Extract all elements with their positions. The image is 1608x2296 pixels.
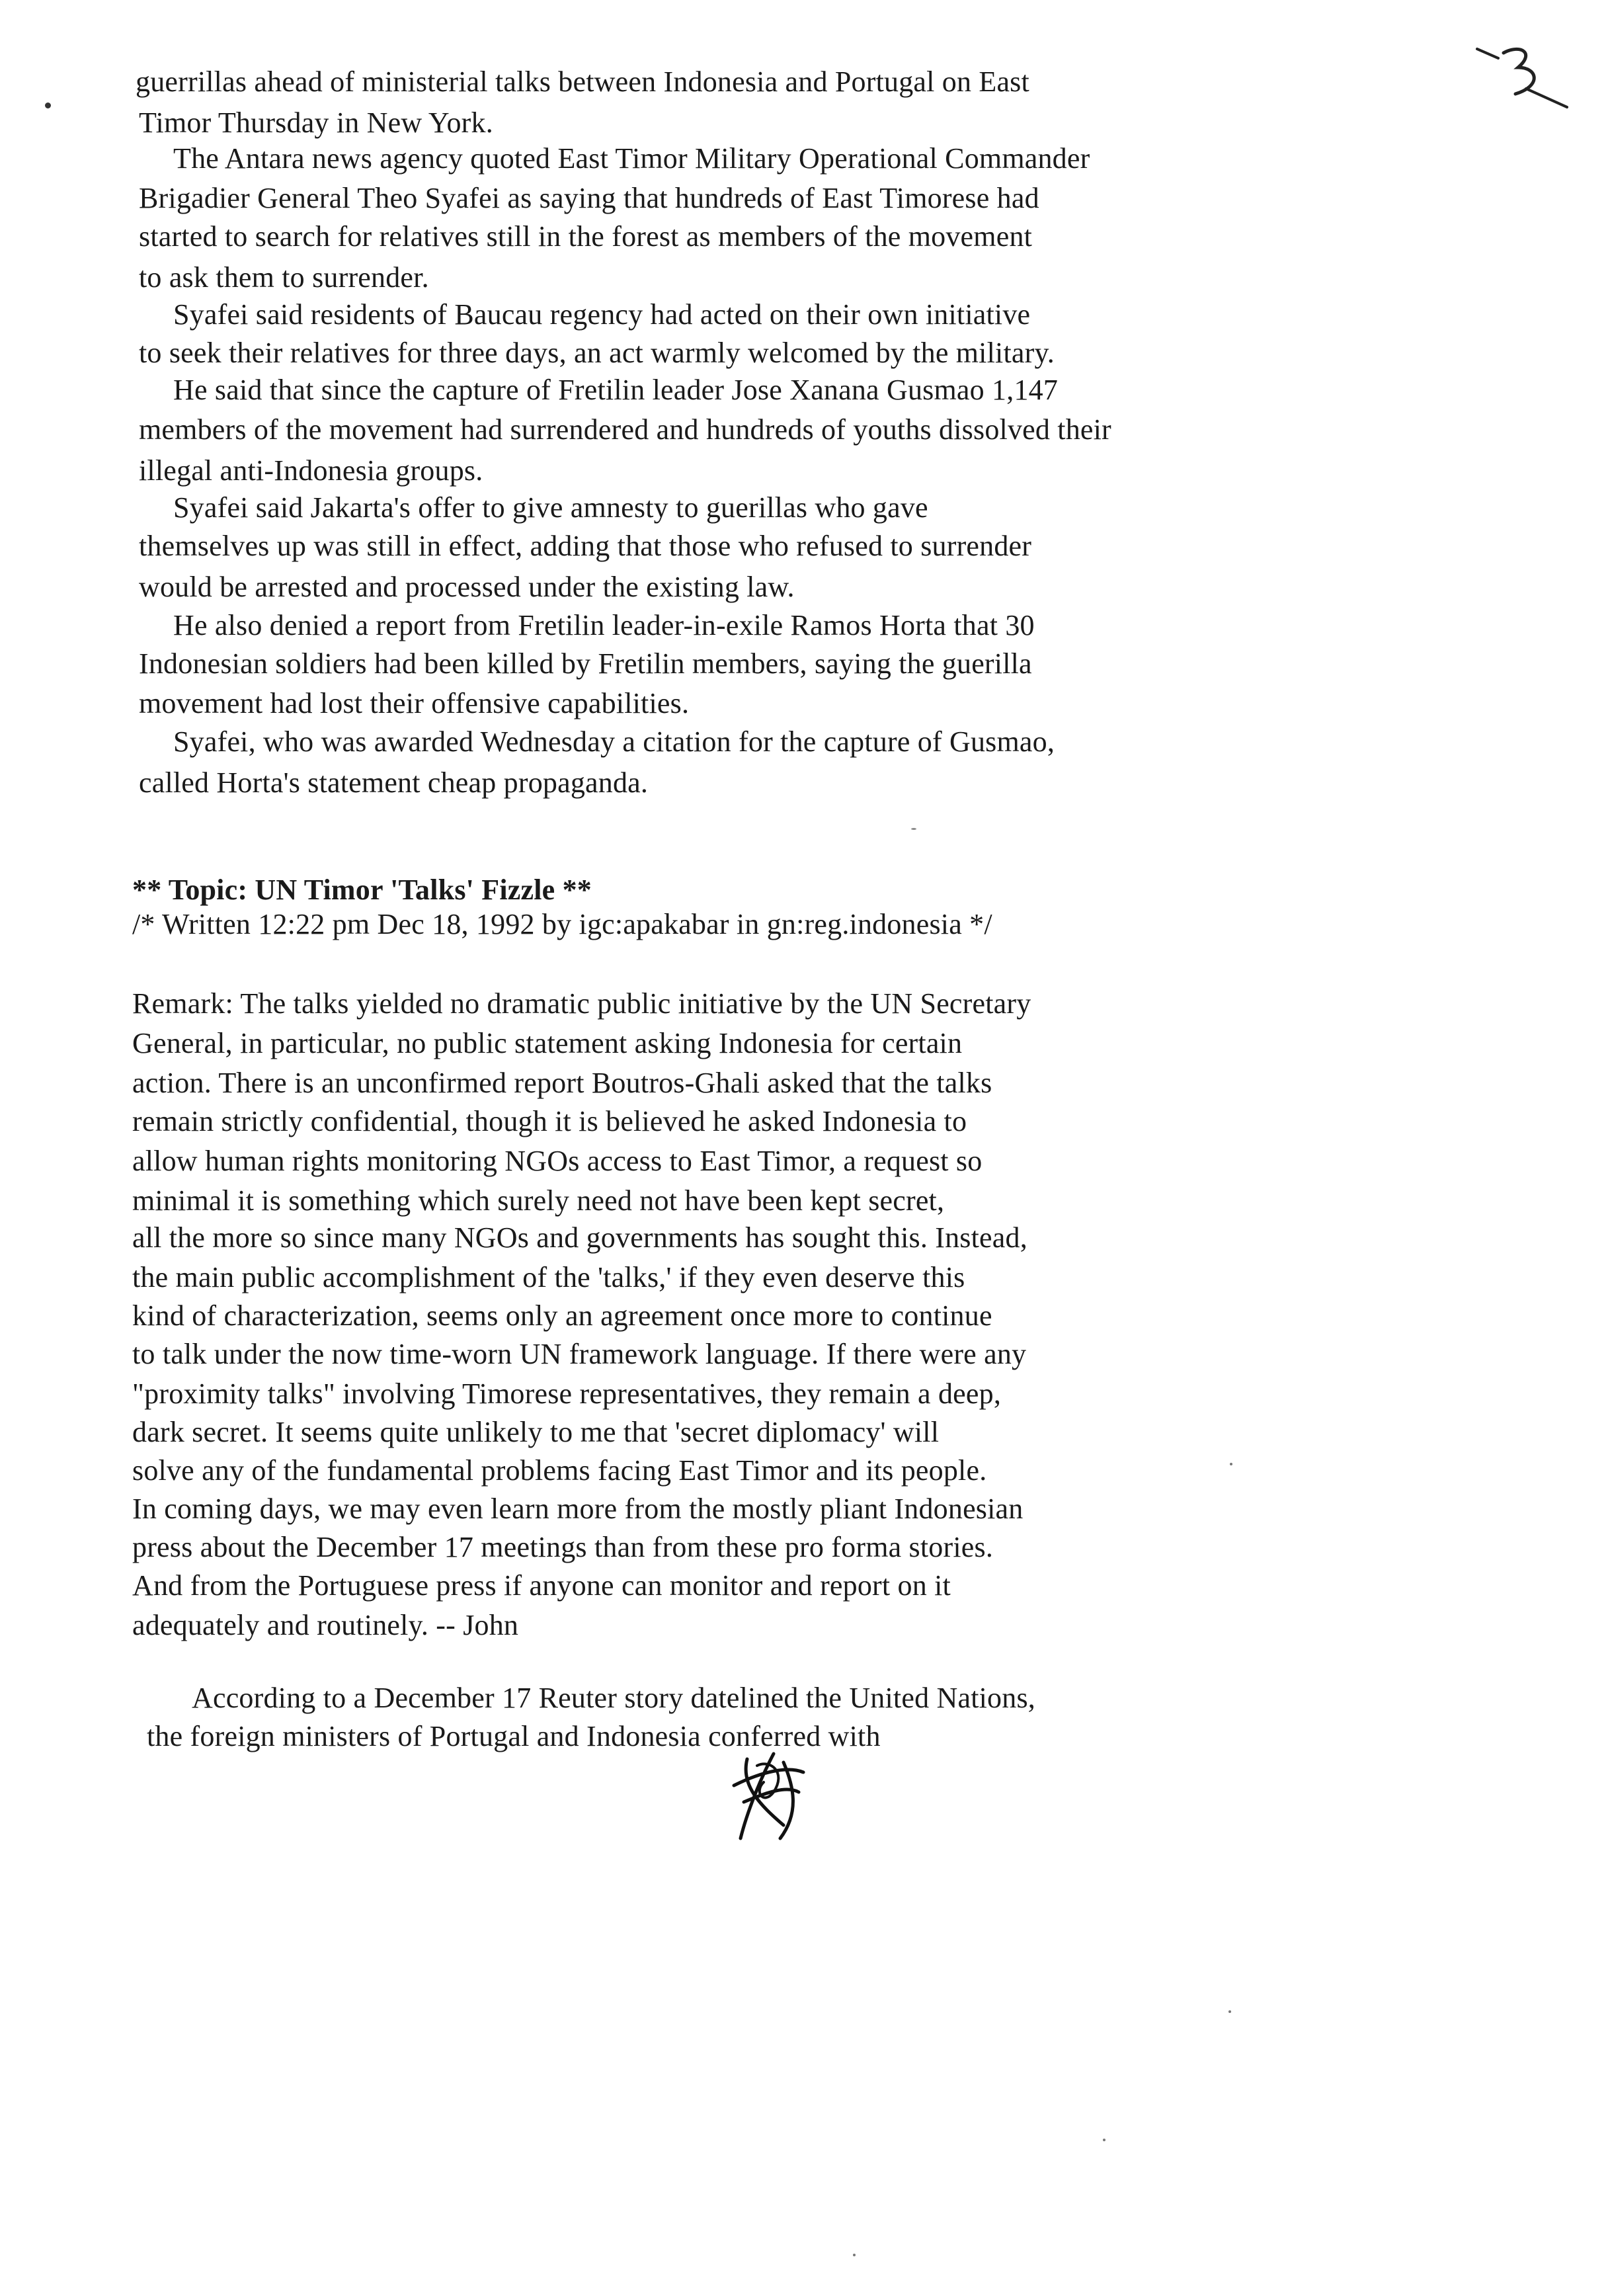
text-line: The Antara news agency quoted East Timor Military Operational Commander — [173, 142, 1090, 175]
remark-line: allow human rights monitoring NGOs access to East Timor, a request so — [132, 1145, 983, 1177]
remark-line: adequately and routinely. -- John — [132, 1609, 519, 1641]
text-line: He said that since the capture of Fretilin leader Jose Xanana Gusmao 1,147 — [173, 374, 1059, 406]
remark-line: And from the Portuguese press if anyone can monitor and report on it — [132, 1569, 951, 1602]
text-line: Timor Thursday in New York. — [139, 106, 493, 139]
text-line: guerrillas ahead of ministerial talks between Indonesia and Portugal on East — [136, 65, 1029, 98]
text-line: Syafei, who was awarded Wednesday a citation for the capture of Gusmao, — [173, 725, 1055, 758]
text-line: themselves up was still in effect, adding that those who refused to surrender — [139, 530, 1032, 562]
scan-speck — [853, 2254, 856, 2256]
remark-line: remain strictly confidential, though it is believed he asked Indonesia to — [132, 1105, 967, 1137]
text-line: Syafei said Jakarta's offer to give amnesty to guerillas who gave — [173, 491, 928, 524]
text-line: to seek their relatives for three days, an act warmly welcomed by the military. — [139, 337, 1055, 369]
text-line: Brigadier General Theo Syafei as saying that hundreds of East Timorese had — [139, 182, 1039, 214]
scan-speck — [1103, 2139, 1106, 2141]
topic-heading: ** Topic: UN Timor 'Talks' Fizzle ** — [132, 874, 592, 906]
remark-line: dark secret. It seems quite unlikely to me that 'secret diplomacy' will — [132, 1416, 940, 1448]
remark-line: General, in particular, no public statement asking Indonesia for certain — [132, 1027, 963, 1059]
remark-line: to talk under the now time-worn UN framework language. If there were any — [132, 1338, 1027, 1370]
remark-line: all the more so since many NGOs and governments has sought this. Instead, — [132, 1221, 1027, 1254]
text-line: the foreign ministers of Portugal and Indonesia conferred with — [147, 1720, 881, 1752]
text-line: movement had lost their offensive capabilities. — [139, 687, 690, 719]
margin-dot — [45, 102, 51, 108]
text-line: He also denied a report from Fretilin leader-in-exile Ramos Horta that 30 — [173, 609, 1035, 641]
text-line: to ask them to surrender. — [139, 261, 429, 294]
remark-line: Remark: The talks yielded no dramatic public initiative by the UN Secretary — [132, 987, 1031, 1020]
scan-speck — [911, 828, 916, 830]
remark-line: In coming days, we may even learn more from the mostly pliant Indonesian — [132, 1493, 1024, 1525]
written-line: /* Written 12:22 pm Dec 18, 1992 by igc:apakabar in gn:reg.indonesia */ — [132, 908, 992, 940]
remark-line: action. There is an unconfirmed report Boutros-Ghali asked that the talks — [132, 1067, 992, 1099]
remark-line: solve any of the fundamental problems facing East Timor and its people. — [132, 1454, 987, 1487]
scan-speck — [1228, 2010, 1231, 2013]
text-line: Indonesian soldiers had been killed by Fretilin members, saying the guerilla — [139, 647, 1032, 680]
text-line: started to search for relatives still in the forest as members of the movement — [139, 220, 1033, 253]
remark-line: minimal it is something which surely need not have been kept secret, — [132, 1184, 945, 1217]
remark-line: "proximity talks" involving Timorese representatives, they remain a deep, — [132, 1377, 1002, 1410]
page-number-mark — [1474, 38, 1574, 111]
text-line: would be arrested and processed under the existing law. — [139, 571, 795, 603]
remark-line: press about the December 17 meetings than from these pro forma stories. — [132, 1531, 994, 1563]
scan-speck — [1230, 1463, 1232, 1465]
handwritten-initials — [721, 1746, 813, 1845]
text-line: According to a December 17 Reuter story datelined the United Nations, — [192, 1682, 1035, 1714]
text-line: members of the movement had surrendered and hundreds of youths dissolved their — [139, 413, 1111, 446]
remark-line: kind of characterization, seems only an agreement once more to continue — [132, 1299, 992, 1332]
text-line: called Horta's statement cheap propaganda. — [139, 766, 649, 799]
text-line: illegal anti-Indonesia groups. — [139, 454, 483, 487]
remark-line: the main public accomplishment of the 'talks,' if they even deserve this — [132, 1261, 965, 1293]
text-line: Syafei said residents of Baucau regency had acted on their own initiative — [173, 298, 1031, 331]
